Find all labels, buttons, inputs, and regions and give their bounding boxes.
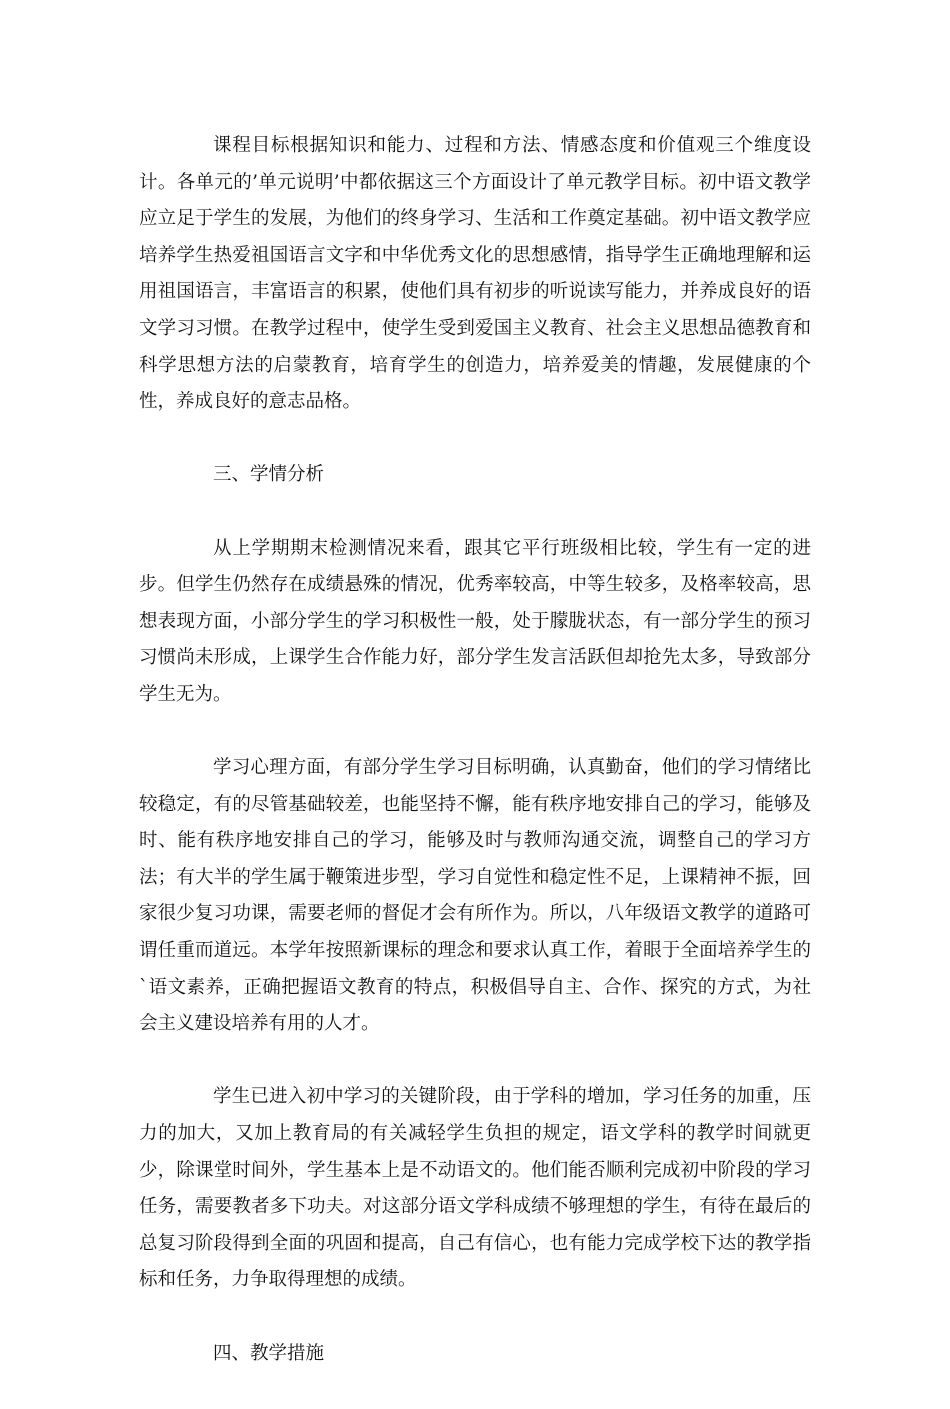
section-heading-teaching-measures: 四、教学措施 [213, 1342, 325, 1364]
document-body [139, 128, 811, 1409]
paragraph-learning-psychology: 学习心理方面，有部分学生学习目标明确，认真勤奋，他们的学习情绪比较稳定，有的尽管基础较差，也能坚持不懈，能有秩序地安排自己的学习，能够及时、能有秩序地安排自己的学习，能够及时与教师沟通交流，调整自己的学习方法；有大半的学生属于鞭策进步型，学习自觉性和稳定性不足，上课精神不振，回家很少复习功课，需要老师的督促才会有所作为。所以，八年级语文教学的道路可谓任重而道远。本学年按照新课标的理念和要求认真工作，着眼于全面培养学生的`语文素养，正确把握语文教育的特点，积极倡导自主、合作、探究的方式，为社会主义建设培养有用的人才。 [139, 757, 811, 1035]
paragraph-course-goals: 课程目标根据知识和能力、过程和方法、情感态度和价值观三个维度设计。各单元的’单元说明’中都依据这三个方面设计了单元教学目标。初中语文教学应立足于学生的发展，为他们的终身学习、生活和工作奠定基础。初中语文教学应培养学生热爱祖国语言文字和中华优秀文化的思想感情，指导学生正确地理解和运用祖国语言，丰富语言的积累，使他们具有初步的听说读写能力，并养成良好的语文学习习惯。在教学过程中，使学生受到爱国主义教育、社会主义思想品德教育和科学思想方法的启蒙教育，培育学生的创造力，培养爱美的情趣，发展健康的个性，养成良好的意志品格。 [139, 135, 811, 413]
paragraph-exam-results: 从上学期期末检测情况来看，跟其它平行班级相比较，学生有一定的进步。但学生仍然存在成绩悬殊的情况，优秀率较高，中等生较多，及格率较高，思想表现方面，小部分学生的学习积极性一般，处于朦胧状态，有一部分学生的预习习惯尚未形成，上课学生合作能力好，部分学生发言活跃但却抢先太多，导致部分学生无为。 [139, 537, 811, 705]
section-heading-student-analysis: 三、学情分析 [213, 464, 325, 486]
paragraph-key-stage: 学生已进入初中学习的关键阶段，由于学科的增加，学习任务的加重，压力的加大，又加上教育局的有关减轻学生负担的规定，语文学科的教学时间就更少，除课堂时间外，学生基本上是不动语文的。他们能否顺利完成初中阶段的学习任务，需要教者多下功夫。对这部分语文学科成绩不够理想的学生，有待在最后的总复习阶段得到全面的巩固和提高，自己有信心，也有能力完成学校下达的教学指标和任务，力争取得理想的成绩。 [139, 1086, 811, 1291]
